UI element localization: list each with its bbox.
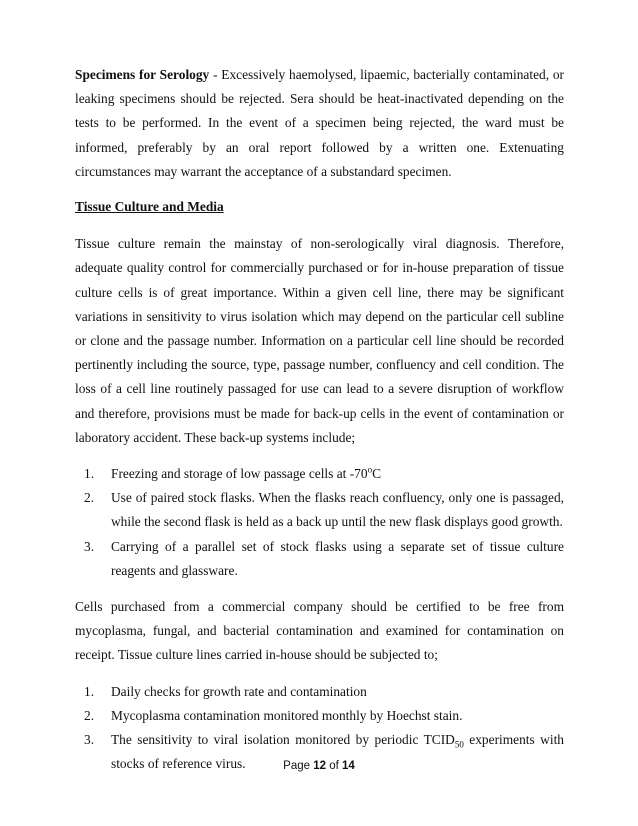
list-text (111, 462, 564, 486)
page-footer (0, 760, 638, 772)
list-text: Daily checks for growth rate and contamination (111, 683, 367, 699)
purchased-cells-paragraph: Cells purchased from a commercial company should be certified to be free from mycoplasma, fungal, and bacterial contamination and examined for contamination on receipt. Tissue culture lines carried in-house should be subjected to; (75, 599, 564, 663)
degree-superscript: o (367, 464, 373, 475)
list-text: Use of paired stock flasks. When the flasks reach confluency, only one is passaged, while the second flask is held as a back up until the new flask displays good growth. (111, 490, 564, 530)
tissue-intro-paragraph: Tissue culture remain the mainstay of non-serologically viral diagnosis. Therefore, adequate quality control for commercially purchased or for in-house preparation of tissue culture cells is of great importance. Within a given cell line, there may be significant variations in sensitivity to virus isolation which may depend on the particular cell subline or clone and the passage number. Information on a particular cell line should be recorded pertinently including the source, type, passage number, confluency and cell condition. The loss of a cell line routinely passaged for use can lead to a severe disruption of workflow and therefore, provisions must be made for back-up cells in the event of contamination or laboratory accident. These back-up systems include; (75, 236, 564, 445)
list-text-tail: C (372, 466, 382, 482)
list-item (75, 486, 564, 534)
serology-text: - Excessively haemolysed, lipaemic, bacterially contaminated, or leaking specimens should be rejected. Sera should be heat-inactivated depending on the tests to be performed. In the event of a specimen being rejected, the ward must be informed, preferably by an oral report followed by a written one. Extenuating circumstances may warrant the acceptance of a substandard specimen. (75, 67, 565, 179)
document-body (75, 63, 564, 776)
list-number: 3. (84, 732, 95, 748)
backup-systems-list (75, 462, 564, 583)
list-text: Mycoplasma contamination monitored monthly by Hoechst stain. (111, 707, 463, 723)
current-page-number: 12 (313, 760, 327, 772)
list-text: Carrying of a parallel set of stock flasks using a separate set of tissue culture reagents and glassware. (111, 538, 564, 578)
list-number: 3. (84, 538, 95, 554)
list-item (75, 704, 564, 728)
footer-of: of (326, 760, 343, 772)
list-number: 1. (84, 466, 95, 482)
total-pages-number: 14 (342, 760, 355, 772)
list-number: 1. (84, 683, 95, 699)
list-text-before: The sensitivity to viral isolation monitored by periodic TCID (111, 732, 455, 748)
list-item (75, 462, 564, 486)
section-heading: Tissue Culture and Media (75, 199, 224, 215)
list-number: 2. (84, 490, 95, 506)
footer-prefix: Page (283, 760, 314, 772)
tcid-subscript: 50 (454, 739, 464, 750)
list-number: 2. (84, 707, 95, 723)
list-item (75, 680, 564, 704)
serology-paragraph (75, 63, 564, 184)
list-item (75, 535, 564, 583)
list-text-main: Freezing and storage of low passage cells at -70 (111, 466, 368, 482)
serology-label: Specimens for Serology (75, 67, 210, 82)
list-text-after: experiments with stocks of reference virus. (111, 732, 564, 772)
